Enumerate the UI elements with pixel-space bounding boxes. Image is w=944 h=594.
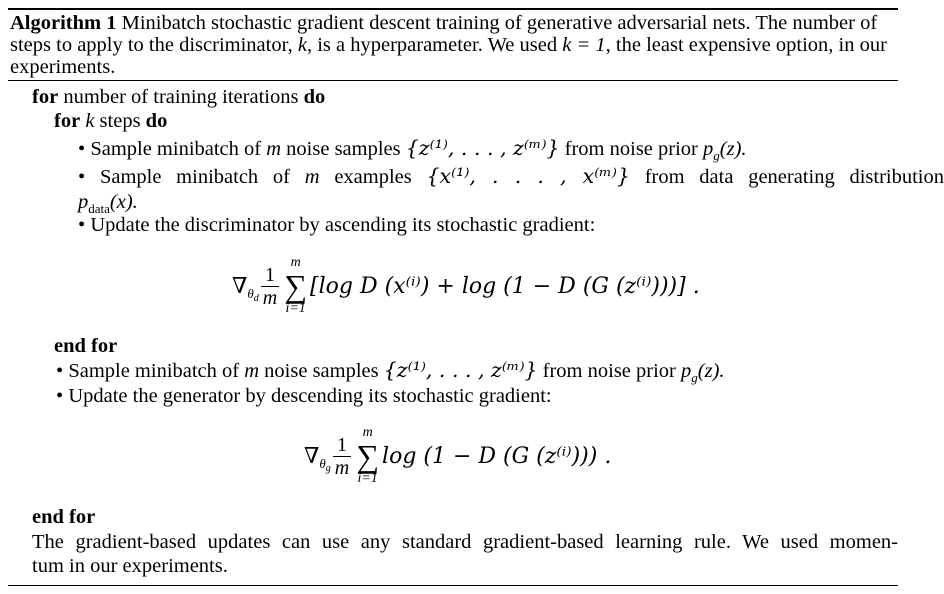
bullet-icon: • [78, 214, 86, 236]
data-set: {x⁽¹⁾, . . . , x⁽ᵐ⁾} [426, 164, 630, 188]
var-p: p [703, 138, 714, 160]
subscript-g: g [713, 148, 720, 163]
summation [356, 425, 379, 487]
bullet-icon: • [78, 166, 86, 188]
summation [284, 255, 307, 317]
caption-rule [8, 80, 898, 81]
gen-equation-body: log (1 − D (G (z⁽ⁱ⁾))) . [382, 443, 612, 469]
text: noise samples [281, 138, 406, 160]
inner-end-for: end for [54, 335, 118, 357]
text: from noise prior [537, 360, 682, 382]
disc-sample-noise-line [78, 136, 747, 163]
algorithm-caption-line-3: experiments. [10, 56, 116, 78]
noise-set: {z⁽¹⁾, . . . , z⁽ᵐ⁾} [405, 136, 560, 160]
bottom-rule [8, 585, 898, 586]
top-rule [8, 8, 898, 10]
sum-top: m [290, 255, 301, 270]
text: Sample minibatch of [63, 360, 245, 382]
outer-end-for: end for [32, 506, 96, 528]
outer-for-line [32, 85, 325, 109]
sum-top: m [362, 425, 373, 440]
fraction-1-over-m [261, 264, 279, 309]
text: from data generating distribution [629, 166, 944, 188]
frac-den: m [262, 286, 278, 309]
var-m: m [304, 166, 320, 188]
text: from noise prior [559, 138, 704, 160]
var-p: p [78, 191, 89, 213]
sub-d: d [253, 293, 259, 304]
discriminator-gradient-equation [232, 250, 700, 322]
pdata-arg: (x). [109, 191, 138, 213]
sum-bottom: i=1 [285, 301, 306, 316]
text: examples [319, 166, 427, 188]
bullet-icon: • [78, 138, 86, 160]
fraction-1-over-m [333, 434, 351, 479]
frac-num: 1 [261, 264, 279, 287]
algorithm-label: Algorithm 1 [10, 12, 117, 34]
caption-k-eq: k = 1 [562, 34, 606, 56]
bullet-icon: • [56, 385, 64, 407]
keyword-do: do [145, 110, 168, 132]
theta: θ [319, 456, 326, 471]
bullet-icon: • [56, 360, 64, 382]
pg-arg: (z). [719, 138, 747, 160]
text: Update the generator by descending its stochastic gradient: [63, 385, 552, 407]
inner-for-line [54, 109, 167, 133]
caption-text-2a: steps to apply to the discriminator, [10, 34, 298, 56]
caption-text-1: Minibatch stochastic gradient descent training of generative adversarial nets. The number of [121, 12, 878, 34]
pg-arg: (z). [697, 360, 725, 382]
disc-sample-data-line [78, 164, 944, 189]
keyword-for: for [54, 110, 81, 132]
frac-num: 1 [333, 434, 351, 457]
algorithm-caption-line-1 [10, 11, 877, 35]
sum-bottom: i=1 [357, 471, 378, 486]
keyword-for: for [32, 86, 59, 108]
disc-equation-body: [log D (x⁽ⁱ⁾) + log (1 − D (G (z⁽ⁱ⁾)))] . [310, 273, 700, 299]
sum-sigma: ∑ [356, 438, 380, 474]
inner-for-k: k [80, 110, 95, 132]
subscript-g: g [691, 370, 698, 385]
noise-set: {z⁽¹⁾, . . . , z⁽ᵐ⁾} [383, 358, 538, 382]
var-m: m [244, 360, 260, 382]
caption-text-2b: , is a hyperparameter. We used [306, 34, 563, 56]
subscript-data: data [88, 201, 110, 216]
text: Sample minibatch of [85, 166, 305, 188]
disc-update-line [78, 213, 595, 237]
footer-line-2: tum in our experiments. [32, 555, 228, 577]
nabla-symbol: ∇ [304, 443, 320, 468]
caption-k: k [297, 34, 307, 56]
sum-sigma: ∑ [284, 268, 308, 304]
var-m: m [266, 138, 282, 160]
sub-g: g [325, 463, 331, 474]
theta: θ [247, 286, 254, 301]
generator-gradient-equation [304, 420, 611, 492]
gen-sample-noise-line [56, 358, 725, 385]
nabla-symbol: ∇ [232, 273, 248, 298]
caption-text-2c: , the least expensive option, in our [605, 34, 887, 56]
var-p: p [681, 360, 692, 382]
theta-d [247, 286, 258, 302]
footer-line-1: The gradient-based updates can use any standard gradient-based learning rule. We used momen- [32, 531, 898, 553]
outer-for-text: number of training iterations [58, 86, 304, 108]
text: noise samples [259, 360, 384, 382]
text: Sample minibatch of [85, 138, 267, 160]
algorithm-caption-line-2 [10, 33, 887, 57]
text: Update the discriminator by ascending its stochastic gradient: [85, 214, 596, 236]
gen-update-line [56, 384, 552, 408]
theta-g [319, 456, 330, 472]
frac-den: m [334, 456, 350, 479]
keyword-do: do [303, 86, 326, 108]
inner-for-text: steps [94, 110, 146, 132]
